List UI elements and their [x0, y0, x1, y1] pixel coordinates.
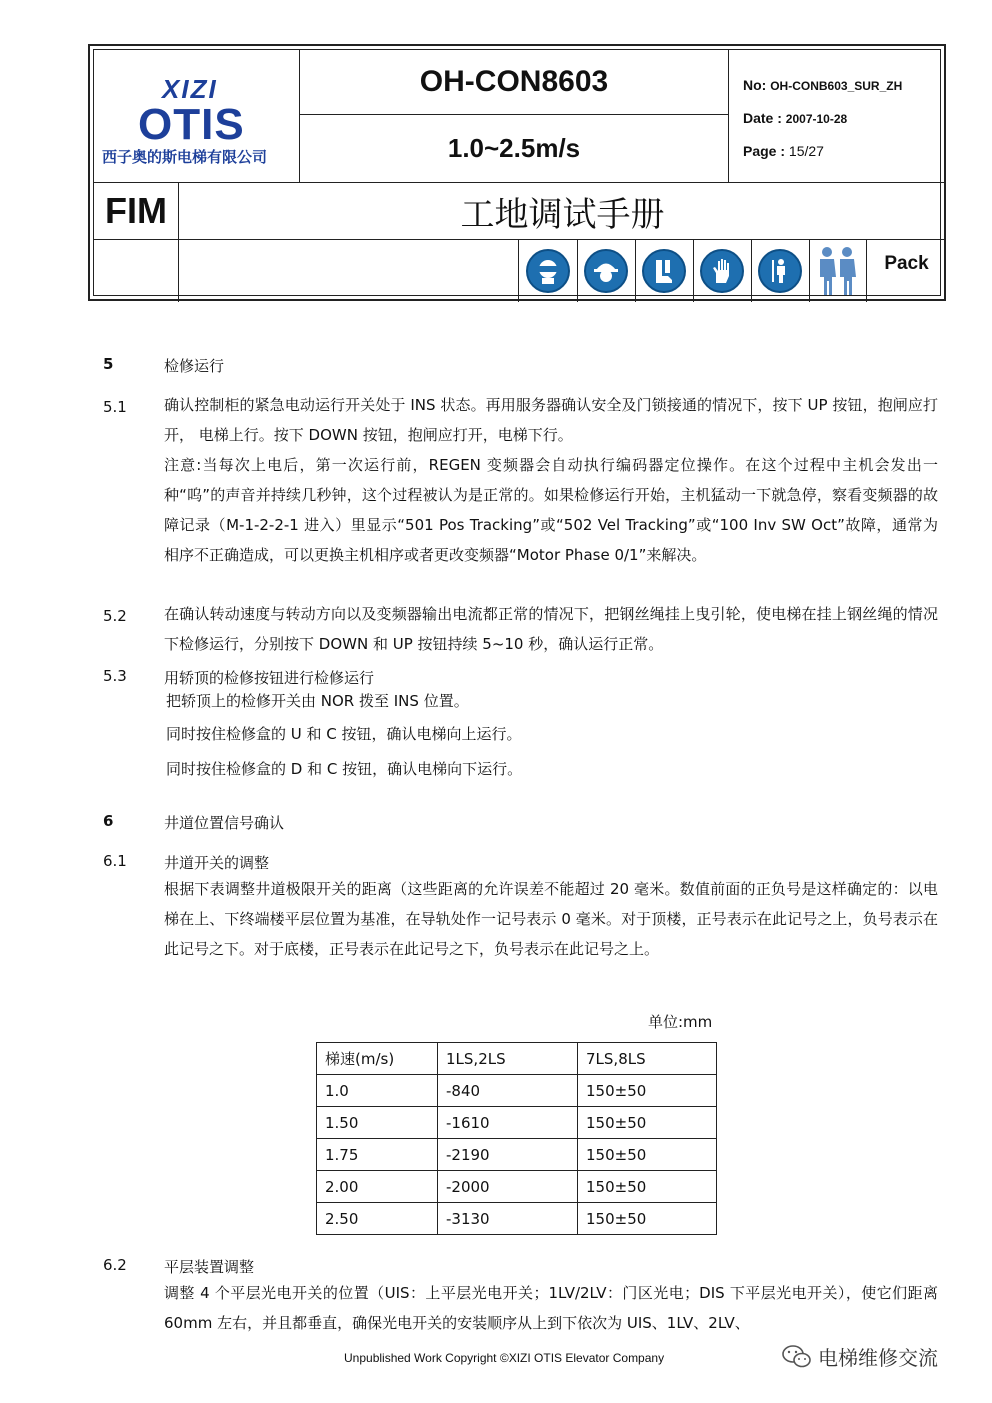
section-6-1-number: 6.1 [103, 852, 127, 870]
table-cell: -1610 [438, 1107, 578, 1139]
doc-meta [728, 50, 947, 182]
table-header: 7LS,8LS [578, 1043, 717, 1075]
company-logo [94, 50, 300, 182]
section-5-1-number: 5.1 [103, 398, 127, 416]
section-5-3-number: 5.3 [103, 667, 127, 685]
section-6-2-title: 平层装置调整 [164, 1258, 255, 1276]
section-5-number: 5 [103, 355, 114, 373]
table-unit: 单位:mm [648, 1013, 713, 1031]
table-header: 1LS,2LS [438, 1043, 578, 1075]
doc-date: Date : 2007-10-28 [743, 110, 848, 126]
table-cell: 150±50 [578, 1075, 717, 1107]
section-5-3-step-2: 同时按住检修盒的 U 和 C 按钮，确认电梯向上运行。 [166, 725, 522, 743]
section-5-3-step-1: 把轿顶上的检修开关由 NOR 拨至 INS 位置。 [166, 692, 469, 710]
logo-xizi: XIZI [162, 74, 218, 104]
table-header: 梯速(m/s) [317, 1043, 438, 1075]
section-5-2-text: 在确认转动速度与转动方向以及变频器输出电流都正常的情况下，把钢丝绳挂上曳引轮，使电梯在挂上钢丝绳的情况下检修运行，分别按下 DOWN 和 UP 按钮持续 5~10 秒，确认运行正常。 [164, 605, 938, 653]
hard-hat-icon [577, 240, 636, 302]
speed-range: 1.0~2.5m/s [447, 133, 581, 163]
document-header [88, 44, 946, 301]
table-cell: -840 [438, 1075, 578, 1107]
section-6-2-number: 6.2 [103, 1256, 127, 1274]
section-6-title: 井道位置信号确认 [164, 814, 285, 832]
table-cell: 150±50 [578, 1139, 717, 1171]
copyright-footer: Unpublished Work Copyright ©XIZI OTIS Elevator Company [344, 1351, 665, 1365]
section-5-3-step-3: 同时按住检修盒的 D 和 C 按钮，确认电梯向下运行。 [166, 760, 523, 778]
empty-cell [179, 240, 519, 302]
section-6-2-text: 调整 4 个平层光电开关的位置（UIS：上平层光电开关；1LV/2LV：门区光电；DIS 下平层光电开关），使它们距离 60mm 左右，并且都垂直，确保光电开关的安装顺序从上到下依次为 UIS、1LV、2LV、 [164, 1284, 938, 1332]
table-cell: 150±50 [578, 1171, 717, 1203]
table-row [317, 1139, 717, 1171]
doc-number: No: OH-CONB603_SUR_ZH [743, 77, 903, 93]
table-cell: -2190 [438, 1139, 578, 1171]
table-cell: 1.50 [317, 1107, 438, 1139]
empty-cell [94, 240, 179, 302]
table-cell: 2.00 [317, 1171, 438, 1203]
title-row [94, 182, 946, 240]
ppe-row [94, 240, 946, 302]
table-cell: 1.75 [317, 1139, 438, 1171]
header-frame [93, 49, 941, 296]
section-5-1-note: 注意:当每次上电后，第一次运行前，REGEN 变频器会自动执行编码器定位操作。在这个过程中主机会发出一种“呜”的声音并持续几秒钟，这个过程被认为是正常的。如果检修运行开始，主机猛动一下就急停，察看变频器的故障记录（M-1-2-2-1 进入）里显示“501 Pos Tracking”或“502 Vel Tracking”或“100 Inv SW Oct”故障，通常为相序不正确造成，可以更换主机相序或者更改变频器“Motor Phase 0/1”来解决。 [164, 456, 938, 564]
manual-title: 工地调试手册 [460, 194, 665, 235]
wechat-icon [782, 1344, 812, 1370]
watermark [782, 1342, 938, 1371]
logo-otis: OTIS [138, 100, 245, 149]
fim-label: FIM [94, 183, 179, 239]
doc-code: OH-CON8603 [300, 50, 728, 115]
section-6-1-text: 根据下表调整井道极限开关的距离（这些距离的允许误差不能超过 20 毫米。数值前面的正负号是这样确定的：以电梯在上、下终端楼平层位置为基准，在导轨处作一记号表示 0 毫米。对于顶楼，正号表示在此记号之上，负号表示在此记号之下。对于底楼，正号表示在此记号之下，负号表示在此记号之上。 [164, 880, 938, 958]
doc-page: Page : 15/27 [743, 143, 824, 159]
table-cell: 150±50 [578, 1203, 717, 1235]
two-persons-icon [808, 240, 867, 302]
table-cell: -3130 [438, 1203, 578, 1235]
limit-switch-table [316, 1042, 717, 1235]
table-row [317, 1171, 717, 1203]
table-header-row [317, 1043, 717, 1075]
gloves-icon [693, 240, 752, 302]
pack-label: Pack [884, 253, 929, 274]
section-5-3-title: 用轿顶的检修按钮进行检修运行 [164, 669, 375, 687]
section-5-title: 检修运行 [164, 357, 225, 375]
section-6-1-title: 井道开关的调整 [164, 854, 270, 872]
section-5-2-number: 5.2 [103, 607, 127, 625]
section-6-number: 6 [103, 812, 114, 830]
table-cell: 150±50 [578, 1107, 717, 1139]
watermark-text: 电梯维修交流 [818, 1346, 938, 1370]
table-row [317, 1203, 717, 1235]
table-row [317, 1107, 717, 1139]
table-row [317, 1075, 717, 1107]
section-5-1-text: 确认控制柜的紧急电动运行开关处于 INS 状态。再用服务器确认安全及门锁接通的情况下，按下 UP 按钮，抱闸应打开， 电梯上行。按下 DOWN 按钮，抱闸应打开，电梯下行。 [164, 396, 938, 444]
logo-company-name: 西子奥的斯电梯有限公司 [102, 148, 268, 166]
table-cell: -2000 [438, 1171, 578, 1203]
safety-boots-icon [635, 240, 694, 302]
table-cell: 1.0 [317, 1075, 438, 1107]
safety-glasses-icon [519, 240, 578, 302]
harness-icon [751, 240, 810, 302]
table-cell: 2.50 [317, 1203, 438, 1235]
